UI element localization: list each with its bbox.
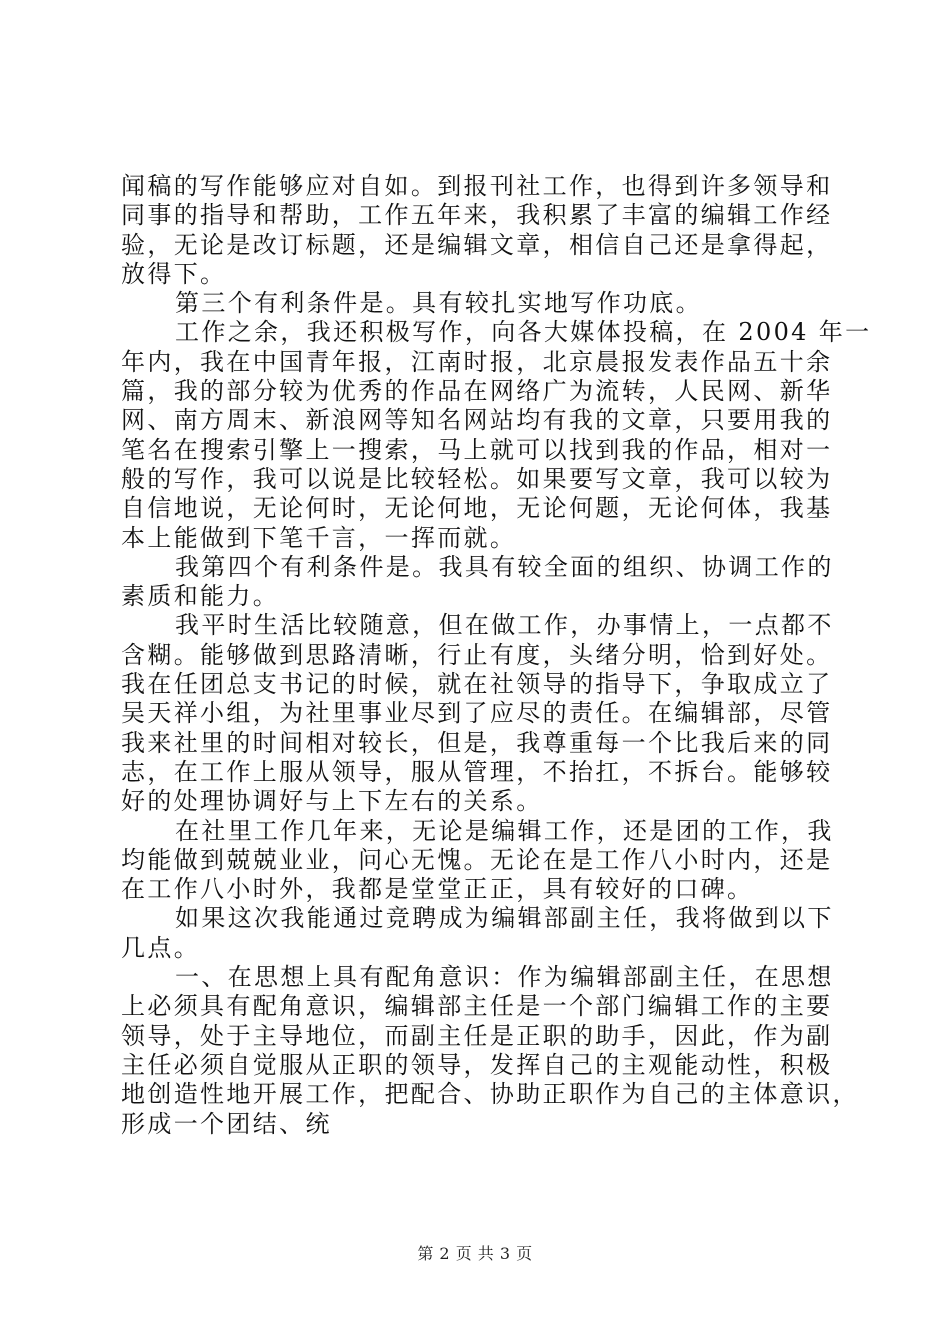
text-line: 领导，处于主导地位，而副主任是正职的助手，因此，作为副 xyxy=(121,1021,833,1050)
text-line: 素质和能力。 xyxy=(121,582,280,611)
text-line: 篇，我的部分较为优秀的作品在网络广为流转，人民网、新华 xyxy=(121,377,833,406)
text-line: 含糊。能够做到思路清晰，行止有度，头绪分明，恰到好处。 xyxy=(121,640,833,669)
text-line: 我平时生活比较随意，但在做工作，办事情上，一点都不 xyxy=(175,611,834,640)
text-line: 志，在工作上服从领导，服从管理，不抬扛，不拆台。能够较 xyxy=(121,757,833,786)
text-line: 在工作八小时外，我都是堂堂正正，具有较好的口碑。 xyxy=(121,875,754,904)
text-line: 放得下。 xyxy=(121,259,227,288)
text-line: 验，无论是改订标题，还是编辑文章，相信自己还是拿得起， xyxy=(121,230,833,259)
text-line: 般的写作，我可以说是比较轻松。如果要写文章，我可以较为 xyxy=(121,464,833,493)
text-line: 主任必须自觉服从正职的领导，发挥自己的主观能动性，积极 xyxy=(121,1050,833,1079)
text-line: 本上能做到下笔千言，一挥而就。 xyxy=(121,523,517,552)
text-line: 年内，我在中国青年报，江南时报，北京晨报发表作品五十余 xyxy=(121,347,833,376)
text-line: 闻稿的写作能够应对自如。到报刊社工作，也得到许多领导和 xyxy=(121,172,833,200)
text-line: 在社里工作几年来，无论是编辑工作，还是团的工作，我 xyxy=(175,816,834,845)
page-number-footer: 第 2 页 共 3 页 xyxy=(417,1244,533,1263)
text-line: 笔名在搜索引擎上一搜索，马上就可以找到我的作品，相对一 xyxy=(121,435,833,464)
text-line: 第三个有利条件是。具有较扎实地写作功底。 xyxy=(175,289,702,318)
text-line: 形成一个团结、统 xyxy=(121,1109,332,1138)
body-text xyxy=(121,172,872,1139)
text-line: 均能做到兢兢业业，问心无愧。无论在是工作八小时内，还是 xyxy=(121,845,833,874)
text-line: 如果这次我能通过竞聘成为编辑部副主任，我将做到以下 xyxy=(175,904,834,933)
text-line: 我第四个有利条件是。我具有较全面的组织、协调工作的 xyxy=(175,552,834,581)
text-line: 一、在思想上具有配角意识：作为编辑部副主任，在思想 xyxy=(175,963,834,992)
text-line: 工作之余，我还积极写作，向各大媒体投稿，在 2004 年一 xyxy=(175,318,872,347)
text-line: 网、南方周末、新浪网等知名网站均有我的文章，只要用我的 xyxy=(121,406,833,435)
text-line: 地创造性地开展工作，把配合、协助正职作为自己的主体意识， xyxy=(121,1080,859,1109)
text-line: 上必须具有配角意识，编辑部主任是一个部门编辑工作的主要 xyxy=(121,992,833,1021)
text-line: 我在任团总支书记的时候，就在社领导的指导下，争取成立了 xyxy=(121,670,833,699)
text-line: 好的处理协调好与上下左右的关系。 xyxy=(121,787,543,816)
text-line: 自信地说，无论何时，无论何地，无论何题，无论何体，我基 xyxy=(121,494,833,523)
text-line: 同事的指导和帮助，工作五年来，我积累了丰富的编辑工作经 xyxy=(121,201,833,230)
text-line: 我来社里的时间相对较长，但是，我尊重每一个比我后来的同 xyxy=(121,728,833,757)
text-line: 吴天祥小组，为社里事业尽到了应尽的责任。在编辑部，尽管 xyxy=(121,699,833,728)
text-line: 几点。 xyxy=(121,933,201,962)
